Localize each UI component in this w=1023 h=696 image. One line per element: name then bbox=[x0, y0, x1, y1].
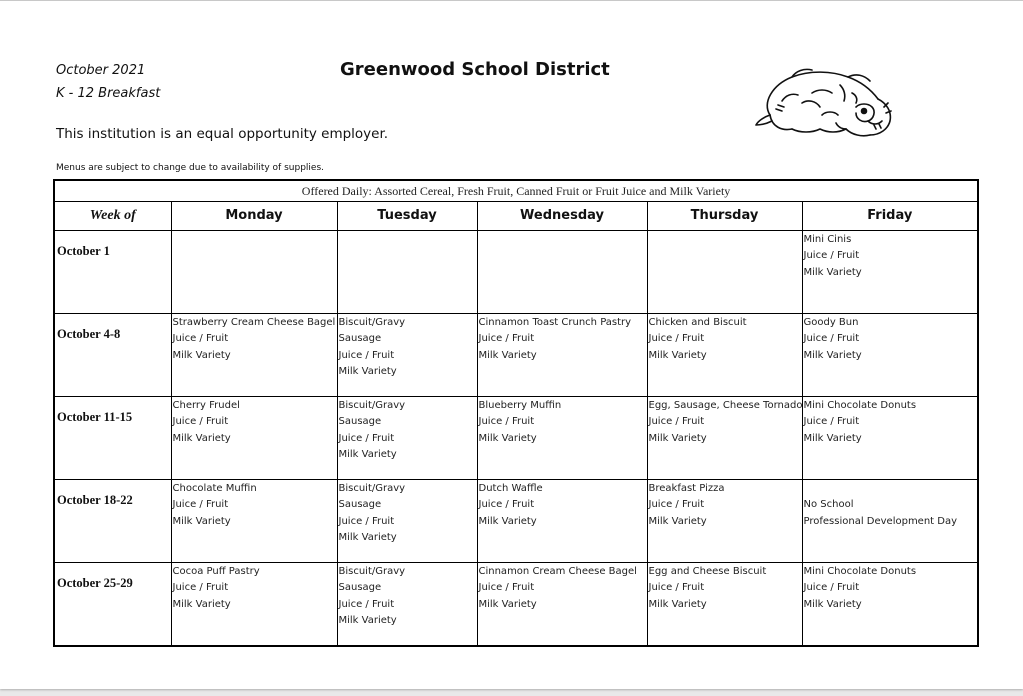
menu-item: Milk Variety bbox=[172, 432, 231, 444]
menu-cell-tuesday bbox=[337, 396, 477, 479]
week-label-text: October 18-22 bbox=[57, 492, 133, 507]
menu-item: Juice / Fruit bbox=[648, 582, 705, 594]
menu-item: Milk Variety bbox=[338, 366, 397, 378]
menu-item: Egg and Cheese Biscuit bbox=[648, 565, 767, 577]
menu-cell-tuesday bbox=[337, 479, 477, 562]
menu-cell-monday bbox=[171, 562, 337, 646]
day-header-thursday: Thursday bbox=[647, 202, 802, 230]
supplies-note: Menus are subject to change due to availability of supplies. bbox=[56, 163, 324, 173]
menu-item: Juice / Fruit bbox=[172, 582, 229, 594]
menu-item: Chicken and Biscuit bbox=[648, 316, 747, 328]
menu-item: Cocoa Puff Pastry bbox=[172, 565, 260, 577]
offered-daily-note: Offered Daily: Assorted Cereal, Fresh Fruit, Canned Fruit or Fruit Juice and Milk Variety bbox=[54, 180, 978, 202]
day-header-monday: Monday bbox=[171, 202, 337, 230]
menu-item: Strawberry Cream Cheese Bagel bbox=[172, 316, 336, 328]
menu-item: Cherry Frudel bbox=[172, 399, 240, 411]
menu-item: Juice / Fruit bbox=[172, 499, 229, 511]
menu-item: Milk Variety bbox=[478, 349, 537, 361]
menu-item: Juice / Fruit bbox=[803, 333, 860, 345]
menu-item: Juice / Fruit bbox=[803, 582, 860, 594]
menu-item: Juice / Fruit bbox=[648, 416, 705, 428]
menu-item: Juice / Fruit bbox=[338, 515, 395, 527]
bulldog-mascot-icon bbox=[752, 63, 897, 143]
menu-item: Juice / Fruit bbox=[478, 499, 535, 511]
menu-item: Milk Variety bbox=[338, 615, 397, 627]
menu-cell-wednesday bbox=[477, 562, 647, 646]
menu-item: Milk Variety bbox=[803, 349, 862, 361]
menu-item: Sausage bbox=[338, 333, 382, 345]
table-row bbox=[54, 396, 978, 479]
menu-cell-wednesday bbox=[477, 479, 647, 562]
week-of-header: Week of bbox=[54, 202, 171, 230]
menu-cell-monday bbox=[171, 396, 337, 479]
menu-item: Blueberry Muffin bbox=[478, 399, 562, 411]
table-row bbox=[54, 230, 978, 313]
menu-item: Milk Variety bbox=[172, 349, 231, 361]
menu-cell-tuesday bbox=[337, 230, 477, 313]
menu-item: Milk Variety bbox=[648, 598, 707, 610]
week-label bbox=[54, 396, 171, 479]
week-label bbox=[54, 479, 171, 562]
menu-item: Egg, Sausage, Cheese Tornado bbox=[648, 399, 803, 411]
menu-item: Milk Variety bbox=[803, 432, 862, 444]
week-label-text: October 4-8 bbox=[57, 326, 121, 341]
menu-cell-thursday bbox=[647, 562, 802, 646]
menu-item: Milk Variety bbox=[648, 515, 707, 527]
menu-item bbox=[804, 481, 978, 498]
menu-item: Biscuit/Gravy bbox=[338, 399, 406, 411]
table-header-row bbox=[54, 202, 978, 230]
menu-item: Mini Cinis bbox=[803, 233, 852, 245]
menu-item: Juice / Fruit bbox=[338, 598, 395, 610]
menu-cell-wednesday bbox=[477, 230, 647, 313]
menu-item: Milk Variety bbox=[338, 532, 397, 544]
menu-cell-friday bbox=[802, 562, 978, 646]
menu-item: Milk Variety bbox=[338, 449, 397, 461]
menu-item: Mini Chocolate Donuts bbox=[803, 565, 917, 577]
menu-cell-monday bbox=[171, 479, 337, 562]
menu-item: Cinnamon Toast Crunch Pastry bbox=[478, 316, 632, 328]
menu-cell-friday bbox=[802, 230, 978, 313]
day-header-tuesday: Tuesday bbox=[337, 202, 477, 230]
menu-cell-wednesday bbox=[477, 396, 647, 479]
district-title: Greenwood School District bbox=[340, 59, 610, 80]
menu-item: Juice / Fruit bbox=[172, 333, 229, 345]
menu-item: Professional Development Day bbox=[803, 515, 958, 527]
menu-month: October 2021 bbox=[56, 63, 146, 78]
menu-item: Cinnamon Cream Cheese Bagel bbox=[478, 565, 637, 577]
day-header-wednesday: Wednesday bbox=[477, 202, 647, 230]
menu-cell-tuesday bbox=[337, 562, 477, 646]
menu-item: Juice / Fruit bbox=[338, 432, 395, 444]
menu-item: Mini Chocolate Donuts bbox=[803, 399, 917, 411]
week-label-text: October 1 bbox=[57, 243, 110, 258]
menu-item: Dutch Waffle bbox=[478, 482, 543, 494]
menu-cell-thursday bbox=[647, 396, 802, 479]
menu-item: Biscuit/Gravy bbox=[338, 482, 406, 494]
menu-cell-friday bbox=[802, 479, 978, 562]
menu-cell-thursday bbox=[647, 479, 802, 562]
menu-cell-monday bbox=[171, 230, 337, 313]
week-label-text: October 11-15 bbox=[57, 409, 133, 424]
table-row bbox=[54, 479, 978, 562]
menu-item: Juice / Fruit bbox=[172, 416, 229, 428]
menu-item: Breakfast Pizza bbox=[648, 482, 725, 494]
menu-item: Milk Variety bbox=[478, 598, 537, 610]
week-label-text: October 25-29 bbox=[57, 575, 133, 590]
menu-item: Milk Variety bbox=[803, 598, 862, 610]
menu-item: Juice / Fruit bbox=[803, 416, 860, 428]
menu-item: Milk Variety bbox=[648, 349, 707, 361]
menu-item: Juice / Fruit bbox=[648, 333, 705, 345]
menu-item: Biscuit/Gravy bbox=[338, 316, 406, 328]
menu-cell-wednesday bbox=[477, 313, 647, 396]
menu-item: Milk Variety bbox=[478, 515, 537, 527]
menu-cell-friday bbox=[802, 313, 978, 396]
menu-item: Milk Variety bbox=[478, 432, 537, 444]
menu-cell-tuesday bbox=[337, 313, 477, 396]
menu-item: No School bbox=[803, 499, 854, 511]
day-header-friday: Friday bbox=[802, 202, 978, 230]
week-label bbox=[54, 313, 171, 396]
menu-item: Biscuit/Gravy bbox=[338, 565, 406, 577]
menu-cell-friday bbox=[802, 396, 978, 479]
menu-item: Juice / Fruit bbox=[478, 333, 535, 345]
table-row bbox=[54, 562, 978, 646]
menu-item: Milk Variety bbox=[803, 266, 862, 278]
breakfast-menu-table bbox=[53, 179, 979, 647]
menu-item: Juice / Fruit bbox=[478, 582, 535, 594]
menu-item: Sausage bbox=[338, 416, 382, 428]
menu-item: Juice / Fruit bbox=[648, 499, 705, 511]
menu-cell-monday bbox=[171, 313, 337, 396]
menu-cell-thursday bbox=[647, 313, 802, 396]
menu-item: Milk Variety bbox=[172, 598, 231, 610]
offered-daily-row bbox=[54, 180, 978, 202]
menu-item: Juice / Fruit bbox=[478, 416, 535, 428]
menu-item: Sausage bbox=[338, 499, 382, 511]
menu-item: Goody Bun bbox=[803, 316, 859, 328]
equal-opportunity-statement: This institution is an equal opportunity employer. bbox=[56, 126, 389, 142]
menu-cell-thursday bbox=[647, 230, 802, 313]
menu-item: Milk Variety bbox=[648, 432, 707, 444]
menu-item: Juice / Fruit bbox=[338, 349, 395, 361]
menu-item: Chocolate Muffin bbox=[172, 482, 257, 494]
table-row bbox=[54, 313, 978, 396]
menu-item: Sausage bbox=[338, 582, 382, 594]
menu-item: Milk Variety bbox=[172, 515, 231, 527]
menu-meal-type: K - 12 Breakfast bbox=[56, 86, 161, 101]
week-rows bbox=[54, 230, 978, 646]
week-label bbox=[54, 230, 171, 313]
menu-item: Juice / Fruit bbox=[803, 250, 860, 262]
week-label bbox=[54, 562, 171, 646]
